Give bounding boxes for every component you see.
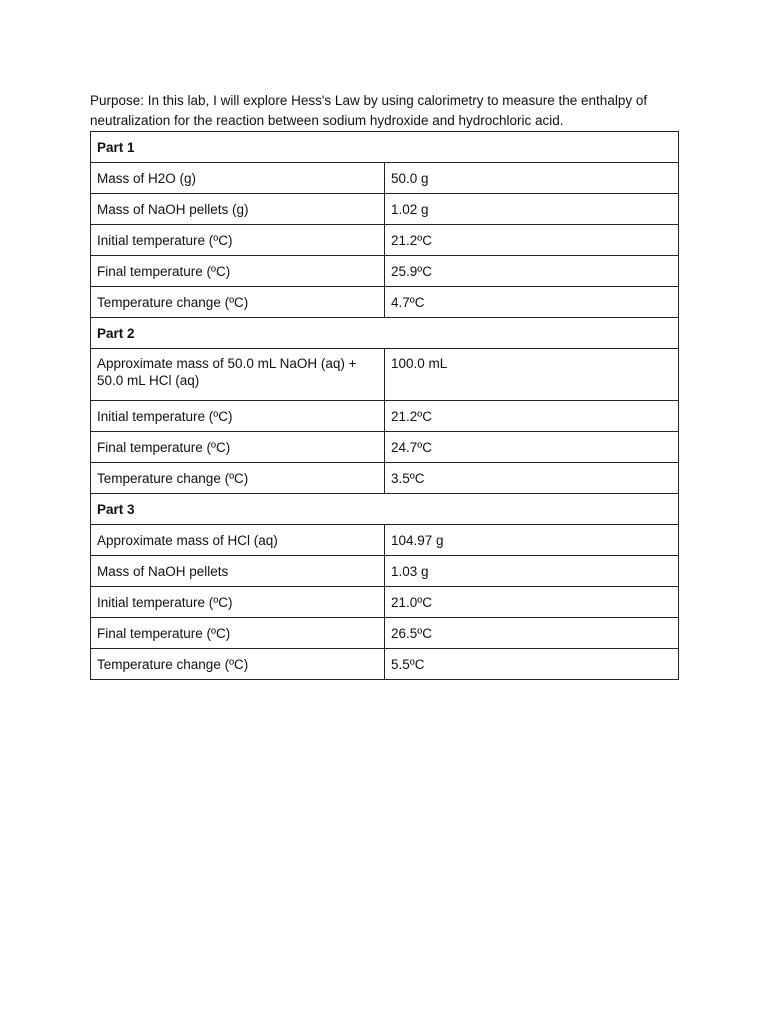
row-label: Final temperature (ºC) bbox=[91, 256, 385, 287]
table-row bbox=[91, 432, 679, 463]
row-label: Mass of NaOH pellets bbox=[91, 556, 385, 587]
table-row bbox=[91, 225, 679, 256]
table-row bbox=[91, 587, 679, 618]
row-value: 25.9ºC bbox=[385, 256, 679, 287]
row-value: 104.97 g bbox=[385, 525, 679, 556]
row-value: 1.03 g bbox=[385, 556, 679, 587]
row-value: 3.5ºC bbox=[385, 463, 679, 494]
row-value: 5.5ºC bbox=[385, 649, 679, 680]
row-label: Temperature change (ºC) bbox=[91, 649, 385, 680]
row-value: 24.7ºC bbox=[385, 432, 679, 463]
row-value: 21.2ºC bbox=[385, 225, 679, 256]
table-row bbox=[91, 163, 679, 194]
row-value: 4.7ºC bbox=[385, 287, 679, 318]
document-page bbox=[90, 91, 679, 680]
table-row bbox=[91, 287, 679, 318]
table-row bbox=[91, 525, 679, 556]
section-title: Part 2 bbox=[91, 318, 679, 349]
table-row bbox=[91, 401, 679, 432]
row-value: 50.0 g bbox=[385, 163, 679, 194]
table-row bbox=[91, 556, 679, 587]
table-row bbox=[91, 618, 679, 649]
lab-data-table bbox=[90, 131, 679, 680]
row-value: 21.0ºC bbox=[385, 587, 679, 618]
row-label: Mass of NaOH pellets (g) bbox=[91, 194, 385, 225]
purpose-text: Purpose: In this lab, I will explore Hess's Law by using calorimetry to measure the enthalpy of neutralization for the reaction between sodium hydroxide and hydrochloric acid. bbox=[90, 93, 648, 128]
row-label: Approximate mass of 50.0 mL NaOH (aq) + 50.0 mL HCl (aq) bbox=[91, 349, 385, 401]
section-header-row bbox=[91, 494, 679, 525]
row-label: Initial temperature (ºC) bbox=[91, 587, 385, 618]
row-label: Mass of H2O (g) bbox=[91, 163, 385, 194]
row-label: Initial temperature (ºC) bbox=[91, 225, 385, 256]
row-label: Temperature change (ºC) bbox=[91, 287, 385, 318]
table-row bbox=[91, 463, 679, 494]
row-label: Final temperature (ºC) bbox=[91, 618, 385, 649]
section-header-row bbox=[91, 318, 679, 349]
table-row bbox=[91, 194, 679, 225]
row-value: 1.02 g bbox=[385, 194, 679, 225]
section-header-row bbox=[91, 132, 679, 163]
row-value: 21.2ºC bbox=[385, 401, 679, 432]
row-value: 100.0 mL bbox=[385, 349, 679, 401]
row-value: 26.5ºC bbox=[385, 618, 679, 649]
row-label: Final temperature (ºC) bbox=[91, 432, 385, 463]
row-label: Temperature change (ºC) bbox=[91, 463, 385, 494]
row-label: Initial temperature (ºC) bbox=[91, 401, 385, 432]
row-label: Approximate mass of HCl (aq) bbox=[91, 525, 385, 556]
table-row bbox=[91, 649, 679, 680]
table-row bbox=[91, 349, 679, 401]
section-title: Part 3 bbox=[91, 494, 679, 525]
section-title: Part 1 bbox=[91, 132, 679, 163]
table-row bbox=[91, 256, 679, 287]
